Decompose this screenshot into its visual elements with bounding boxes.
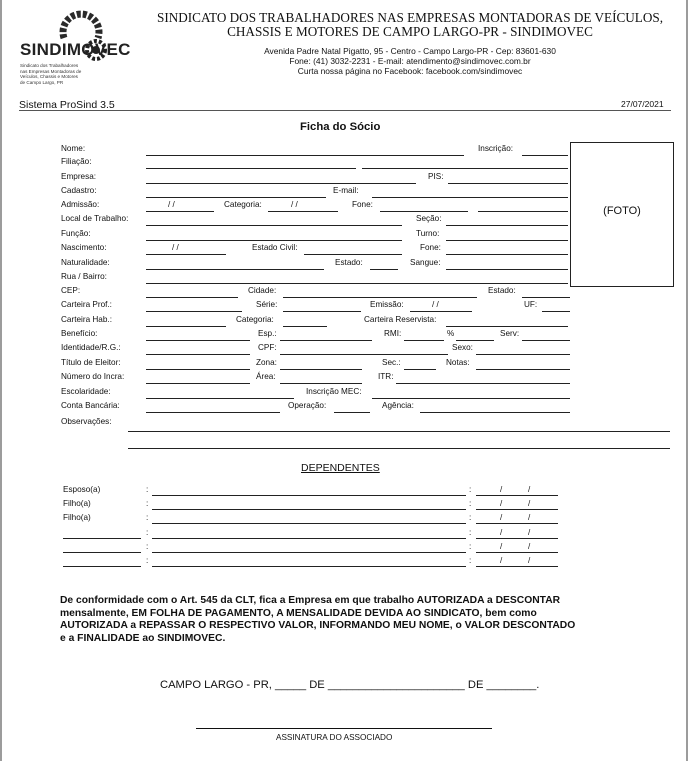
organization-title — [150, 11, 670, 39]
label-filiacao: Filiação: — [61, 157, 92, 166]
dependente-label: Filho(a) — [63, 499, 91, 509]
date-slash: / — [500, 541, 503, 551]
field-cpf[interactable] — [280, 354, 448, 355]
label-inscricao: Inscrição: — [478, 144, 514, 153]
signature-line[interactable] — [196, 728, 492, 729]
label-cpf: CPF: — [258, 343, 277, 352]
label-sexo: Sexo: — [452, 343, 473, 352]
categoria-date-slashes: / / — [291, 200, 298, 209]
dependente-colon: : — [146, 541, 149, 551]
label-agencia: Agência: — [382, 401, 414, 410]
declaration-line-1: De conformidade com o Art. 545 da CLT, fica a Empresa em que trabalho AUTORIZADA a DESCONTAR — [60, 595, 561, 606]
field-cep[interactable] — [146, 297, 238, 298]
label-empresa: Empresa: — [61, 172, 97, 181]
date-slash: / — [500, 527, 503, 537]
field-categoria-2[interactable] — [283, 326, 327, 327]
field-itr[interactable] — [396, 383, 570, 384]
field-sangue[interactable] — [446, 269, 568, 270]
field-operacao[interactable] — [334, 412, 370, 413]
dependente-relation-field[interactable] — [63, 538, 141, 539]
dependente-date-field[interactable] — [476, 523, 558, 524]
field-uf[interactable] — [542, 311, 570, 312]
field-identidade[interactable] — [146, 354, 250, 355]
field-inscricao-mec[interactable] — [372, 398, 570, 399]
declaration-line-4: e a FINALIDADE ao SINDIMOVEC. — [60, 632, 226, 644]
dependente-label: Filho(a) — [63, 513, 91, 523]
label-titulo: Título de Eleitor: — [61, 358, 121, 367]
label-categoria-2: Categoria: — [236, 315, 274, 324]
label-turno: Turno: — [416, 229, 440, 238]
dependente-name-field[interactable] — [152, 523, 466, 524]
field-fone-extra[interactable] — [478, 211, 568, 212]
facebook-line: Curta nossa página no Facebook: facebook.com/sindimovec — [297, 66, 523, 76]
field-naturalidade[interactable] — [146, 269, 324, 270]
dependente-relation-field[interactable] — [63, 566, 141, 567]
system-name: Sistema ProSind 3.5 — [19, 99, 115, 111]
label-naturalidade: Naturalidade: — [61, 258, 110, 267]
field-beneficio[interactable] — [146, 340, 250, 341]
dependente-date-field[interactable] — [476, 538, 558, 539]
admissao-date-slashes: / / — [168, 200, 175, 209]
declaration-line-3: AUTORIZADA a REPASSAR O RESPECTIVO VALOR, INFORMANDO MEU NOME, o VALOR DESCONTADO — [60, 620, 576, 632]
dependente-name-field[interactable] — [152, 509, 466, 510]
dependente-colon: : — [469, 527, 472, 537]
field-sec[interactable] — [404, 369, 436, 370]
date-slash: / — [528, 499, 531, 509]
address-line: Avenida Padre Natal Pigatto, 95 - Centro - Campo Largo-PR - Cep: 83601-630 — [264, 46, 556, 56]
dependente-date-field[interactable] — [476, 552, 558, 553]
label-serv: Serv: — [500, 329, 520, 338]
logo-tagline: Sindicato dos Trabalhadores nas Empresas Montadoras de Veículos, Chassis e Motores de Campo Largo, PR — [20, 63, 82, 85]
field-admissao[interactable] — [146, 211, 214, 212]
system-date: 27/07/2021 — [621, 99, 664, 109]
title-line-2: CHASSIS E MOTORES DE CAMPO LARGO-PR - SINDIMOVEC — [227, 24, 593, 39]
label-itr: ITR: — [378, 372, 394, 381]
emissao-date-slashes: / / — [432, 300, 439, 309]
dependente-colon: : — [469, 541, 472, 551]
field-estado-2[interactable] — [522, 297, 570, 298]
label-beneficio: Benefício: — [61, 329, 98, 338]
label-categoria: Categoria: — [224, 200, 262, 209]
label-rmi: RMI: — [384, 329, 402, 338]
field-turno[interactable] — [446, 240, 568, 241]
label-emissao: Emissão: — [370, 300, 404, 309]
field-pis[interactable] — [448, 183, 568, 184]
label-observacoes: Observações: — [61, 417, 112, 426]
dependente-date-field[interactable] — [476, 495, 558, 496]
label-zona: Zona: — [256, 358, 277, 367]
dependente-colon: : — [146, 499, 149, 509]
label-inscricao-mec: Inscrição MEC: — [306, 387, 362, 396]
dependente-name-field[interactable] — [152, 552, 466, 553]
dependente-colon: : — [469, 485, 472, 494]
field-esp[interactable] — [280, 340, 372, 341]
label-sec: Sec.: — [382, 358, 401, 367]
dependentes-title: DEPENDENTES — [301, 462, 380, 474]
label-nome: Nome: — [61, 144, 86, 153]
label-carteira-hab: Carteira Hab.: — [61, 315, 112, 324]
field-percent[interactable] — [456, 340, 494, 341]
field-carteira-reservista[interactable] — [446, 326, 568, 327]
label-sangue: Sangue: — [410, 258, 441, 267]
date-slash: / — [500, 499, 503, 509]
field-estado[interactable] — [370, 269, 398, 270]
declaration-text — [60, 595, 575, 645]
field-serv[interactable] — [522, 340, 570, 341]
place-date-line: CAMPO LARGO - PR, _____ DE ______________________ DE ________. — [160, 679, 540, 691]
date-slash: / — [528, 541, 531, 551]
label-escolaridade: Escolaridade: — [61, 387, 111, 396]
field-serie[interactable] — [283, 311, 361, 312]
field-emissao[interactable] — [410, 311, 472, 312]
field-area[interactable] — [280, 383, 362, 384]
field-estado-civil[interactable] — [304, 254, 402, 255]
field-funcao[interactable] — [146, 240, 402, 241]
declaration-line-2: mensalmente, EM FOLHA DE PAGAMENTO, A MENSALIDADE DEVIDA AO SINDICATO, bem como — [60, 607, 537, 619]
dependente-label: Esposo(a) — [63, 485, 101, 494]
field-notas[interactable] — [476, 369, 570, 370]
nascimento-date-slashes: / / — [172, 243, 179, 252]
label-local-trabalho: Local de Trabalho: — [61, 214, 129, 223]
label-percent: % — [447, 329, 455, 338]
field-secao[interactable] — [446, 225, 568, 226]
field-sexo[interactable] — [476, 354, 570, 355]
label-identidade: Identidade/R.G.: — [61, 343, 121, 352]
field-carteira-prof[interactable] — [146, 311, 242, 312]
header-rule — [19, 110, 671, 111]
label-admissao: Admissão: — [61, 200, 100, 209]
dependente-colon: : — [469, 499, 472, 509]
label-funcao: Função: — [61, 229, 91, 238]
date-slash: / — [500, 513, 503, 523]
field-zona[interactable] — [280, 369, 362, 370]
form-title: Ficha do Sócio — [300, 121, 381, 133]
label-email: E-mail: — [333, 186, 359, 195]
label-uf: UF: — [524, 300, 538, 309]
date-slash: / — [500, 556, 503, 565]
field-fone-2[interactable] — [446, 254, 568, 255]
field-fone[interactable] — [380, 211, 468, 212]
dependente-colon: : — [146, 485, 149, 494]
signature-caption: ASSINATURA DO ASSOCIADO — [276, 733, 393, 742]
label-serie: Série: — [256, 300, 278, 309]
dependente-colon: : — [469, 556, 472, 565]
dependente-colon: : — [146, 527, 149, 537]
field-inscricao[interactable] — [522, 155, 568, 156]
label-pis: PIS: — [428, 172, 444, 181]
field-filiacao-1[interactable] — [146, 168, 356, 169]
label-operacao: Operação: — [288, 401, 327, 410]
dependente-date-field[interactable] — [476, 566, 558, 567]
dependente-relation-field[interactable] — [63, 552, 141, 553]
label-estado-2: Estado: — [488, 286, 516, 295]
contact-line: Fone: (41) 3032-2231 - E-mail: atendimento@sindimovec.com.br — [289, 56, 531, 66]
label-incra: Número do Incra: — [61, 372, 125, 381]
page-edge-left — [0, 0, 2, 761]
dependente-name-field[interactable] — [152, 538, 466, 539]
field-nome[interactable] — [146, 155, 464, 156]
field-titulo[interactable] — [146, 369, 250, 370]
label-fone: Fone: — [352, 200, 373, 209]
label-conta: Conta Bancária: — [61, 401, 120, 410]
photo-label: (FOTO) — [603, 205, 641, 217]
field-incra[interactable] — [146, 383, 250, 384]
dependente-colon: : — [469, 513, 472, 523]
field-observacoes-2[interactable] — [128, 448, 670, 449]
dependente-colon: : — [146, 513, 149, 523]
label-fone-2: Fone: — [420, 243, 441, 252]
field-rmi[interactable] — [404, 340, 444, 341]
label-notas: Notas: — [446, 358, 470, 367]
field-filiacao-2[interactable] — [362, 168, 568, 169]
date-slash: / — [500, 485, 503, 494]
field-cadastro[interactable] — [146, 197, 326, 198]
field-categoria[interactable] — [268, 211, 338, 212]
label-carteira-reservista: Carteira Reservista: — [364, 315, 437, 324]
label-esp: Esp.: — [258, 329, 277, 338]
label-cep: CEP: — [61, 286, 81, 295]
dependente-name-field[interactable] — [152, 495, 466, 496]
date-slash: / — [528, 485, 531, 494]
date-slash: / — [528, 527, 531, 537]
label-area: Área: — [256, 372, 276, 381]
label-nascimento: Nascimento: — [61, 243, 107, 252]
field-nascimento[interactable] — [146, 254, 226, 255]
label-estado: Estado: — [335, 258, 363, 267]
label-secao: Seção: — [416, 214, 442, 223]
field-conta[interactable] — [146, 412, 280, 413]
field-empresa[interactable] — [146, 183, 416, 184]
field-escolaridade[interactable] — [146, 398, 294, 399]
dependente-name-field[interactable] — [152, 566, 466, 567]
label-cidade: Cidade: — [248, 286, 277, 295]
field-agencia[interactable] — [420, 412, 570, 413]
field-email[interactable] — [372, 197, 568, 198]
label-carteira-prof: Carteira Prof.: — [61, 300, 112, 309]
field-observacoes-1[interactable] — [128, 431, 670, 432]
date-slash: / — [528, 556, 531, 565]
title-line-1: SINDICATO DOS TRABALHADORES NAS EMPRESAS MONTADORAS DE VEÍCULOS, — [157, 10, 663, 25]
dependente-date-field[interactable] — [476, 509, 558, 510]
field-rua[interactable] — [146, 283, 568, 284]
date-slash: / — [528, 513, 531, 523]
dependente-colon: : — [146, 556, 149, 565]
logo-text: SINDIMOVEC — [20, 40, 131, 59]
label-rua: Rua / Bairro: — [61, 272, 107, 281]
field-cidade[interactable] — [283, 297, 477, 298]
label-cadastro: Cadastro: — [61, 186, 97, 195]
field-local-trabalho[interactable] — [146, 225, 402, 226]
label-estado-civil: Estado Civil: — [252, 243, 298, 252]
field-carteira-hab[interactable] — [146, 326, 226, 327]
